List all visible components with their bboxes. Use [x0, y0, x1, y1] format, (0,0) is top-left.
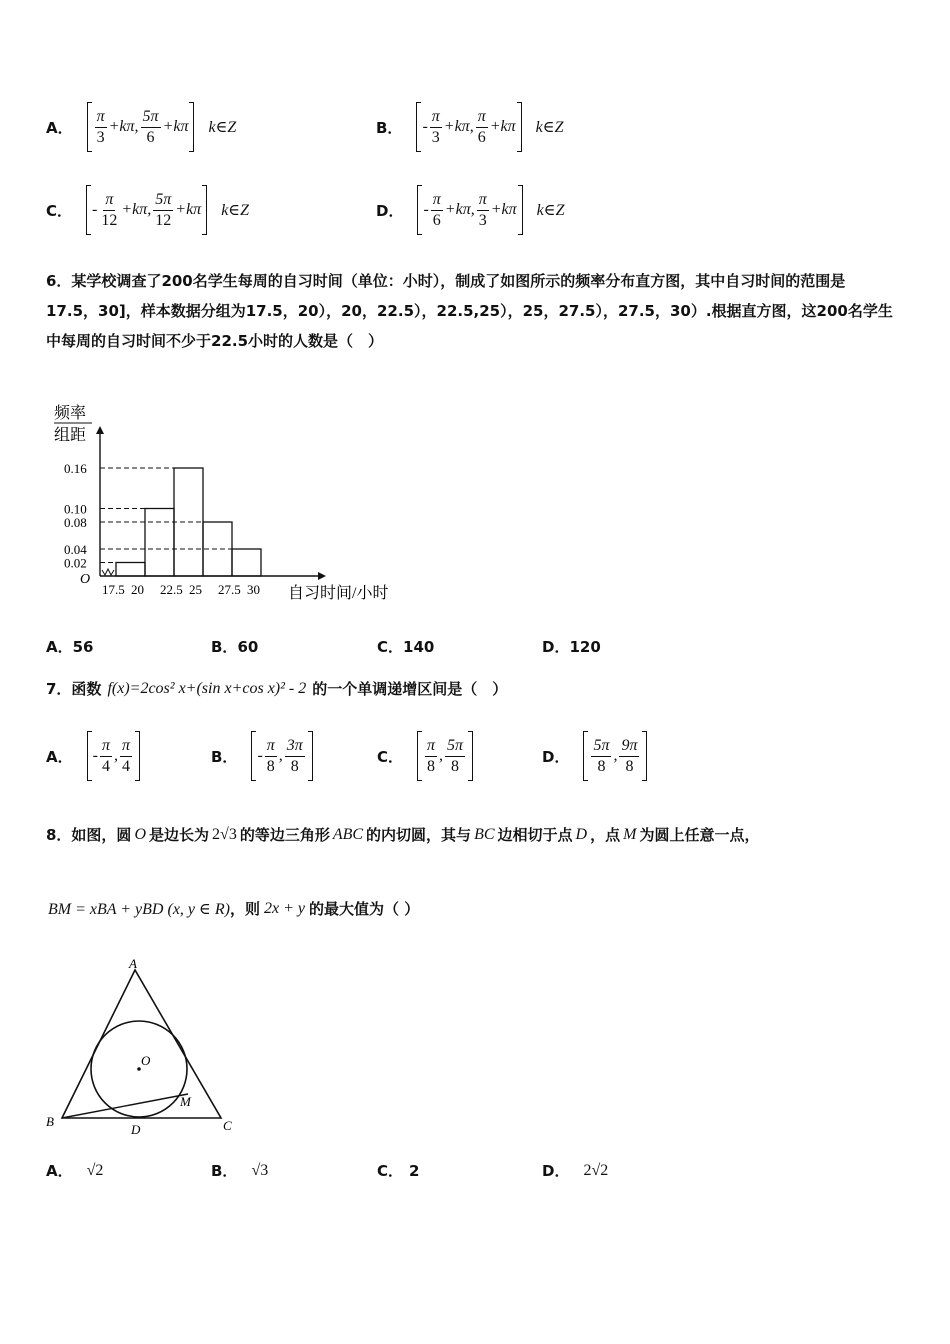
y-tick-label: 0.16: [64, 461, 87, 476]
x-axis-label: 自习时间/小时: [288, 585, 389, 602]
q7-prefix: 7．函数: [46, 680, 102, 698]
q5-option-d[interactable]: [376, 186, 565, 234]
y-tick-label: 0.04: [64, 542, 87, 557]
q7-formula: f(x)=2cos² x+(sin x+cos x)² - 2: [107, 680, 307, 697]
q6-option-b[interactable]: B．60: [211, 638, 259, 656]
y-axis-arrow: [96, 426, 104, 434]
q6-option-c[interactable]: C．140: [377, 638, 435, 656]
axis-break: [102, 569, 114, 575]
option-label: C．: [46, 201, 73, 220]
option-label: D．: [376, 201, 404, 220]
y-label-top: 频率: [54, 405, 87, 422]
x-tick-label: 17.5: [102, 582, 125, 597]
q7-option-c[interactable]: C． $\frac{\pi}{8}$ , $\frac{5\pi}{8}$: [377, 732, 473, 780]
origin-label: O: [80, 572, 91, 587]
q5-option-b[interactable]: [376, 103, 563, 151]
option-label: B．: [376, 118, 403, 137]
q8-option-b[interactable]: B． √3: [211, 1161, 269, 1180]
k-domain: k∈Z: [221, 202, 250, 219]
histogram-chart: [46, 398, 406, 608]
option-label: A．: [46, 118, 73, 137]
x-tick-label: 22.5: [160, 582, 183, 597]
triangle-abc: [62, 970, 221, 1118]
y-label-bottom: 组距: [54, 427, 87, 444]
label-c: C: [223, 1118, 232, 1133]
histogram-bar: [232, 549, 261, 576]
q8-options: [46, 1160, 686, 1188]
q5-option-c[interactable]: [46, 186, 249, 234]
interval: - $\frac{\pi}{6}$ +kπ , $\frac{\pi}{3}$ +kπ: [417, 186, 522, 234]
q8-triangle-figure: [40, 952, 250, 1142]
y-tick-label: 0.10: [64, 501, 87, 517]
label-a: A: [129, 956, 137, 971]
histogram-bar: [116, 563, 145, 577]
x-tick-label: 20: [131, 582, 144, 597]
k-domain: k∈Z: [208, 119, 237, 136]
q7-stem: [46, 674, 507, 704]
x-tick-label: 27.5: [218, 582, 241, 597]
k-domain: k∈Z: [536, 202, 565, 219]
q6-text: 6．某学校调查了200名学生每周的自习时间（单位：小时），制成了如图所示的频率分布直方图，其中自习时间的范围是17.5，30]，样本数据分组为17.5，20），20，22.5），22.5,25），25，27.5），27.5，30）.根据直方图，这200名学生中每周的自习时间不少于22.5小时的人数是（ ）: [46, 272, 893, 350]
q8-option-c[interactable]: C． 2: [377, 1161, 420, 1180]
q5-option-a[interactable]: [46, 103, 236, 151]
q7-option-d[interactable]: D． $\frac{5\pi}{8}$ , $\frac{9\pi}{8}$: [542, 732, 647, 780]
q6-options: [46, 636, 646, 658]
q6-option-d[interactable]: D．120: [542, 638, 601, 656]
y-tick-label: 0.08: [64, 515, 87, 530]
x-axis-arrow: [318, 572, 326, 580]
histogram-bar: [145, 509, 174, 577]
q8-option-a[interactable]: A． √2: [46, 1161, 104, 1180]
vector-equation: BM = xBA + yBD (x, y ∈ R): [48, 901, 230, 918]
q7-options: [46, 732, 686, 784]
y-tick-label: 0.02: [64, 555, 87, 571]
label-b: B: [46, 1114, 54, 1129]
q8-stem-line1: 8．如图，圆 O 是边长为 2√3 的等边三角形 ABC 的内切圆，其与 BC 边相切于点 D ，点 M 为圆上任意一点，: [46, 826, 760, 844]
interval: - $\frac{\pi}{12}$ +kπ , $\frac{5\pi}{12}$ +kπ: [86, 186, 207, 234]
q6-option-a[interactable]: A．56: [46, 638, 94, 656]
label-m: M: [180, 1094, 191, 1109]
q8-stem-line2: BM = xBA + yBD (x, y ∈ R) ，则 2x + y 的最大值为（ ）: [48, 900, 420, 918]
label-d: D: [131, 1122, 141, 1137]
q7-option-a[interactable]: A． - $\frac{\pi}{4}$ , $\frac{\pi}{4}$: [46, 732, 140, 780]
interval: $\frac{\pi}{3}$ +kπ , $\frac{5\pi}{6}$ +kπ: [87, 103, 195, 151]
x-tick-label: 30: [247, 582, 260, 597]
label-o: O: [141, 1053, 151, 1068]
q7-suffix: 的一个单调递增区间是（ ）: [312, 680, 508, 698]
x-tick-label: 25: [189, 582, 202, 597]
q7-option-b[interactable]: B． - $\frac{\pi}{8}$ , $\frac{3\pi}{8}$: [211, 732, 313, 780]
q8-option-d[interactable]: D． 2√2: [542, 1161, 609, 1180]
k-domain: k∈Z: [535, 119, 564, 136]
interval: - $\frac{\pi}{3}$ +kπ , $\frac{\pi}{6}$ +kπ: [416, 103, 521, 151]
